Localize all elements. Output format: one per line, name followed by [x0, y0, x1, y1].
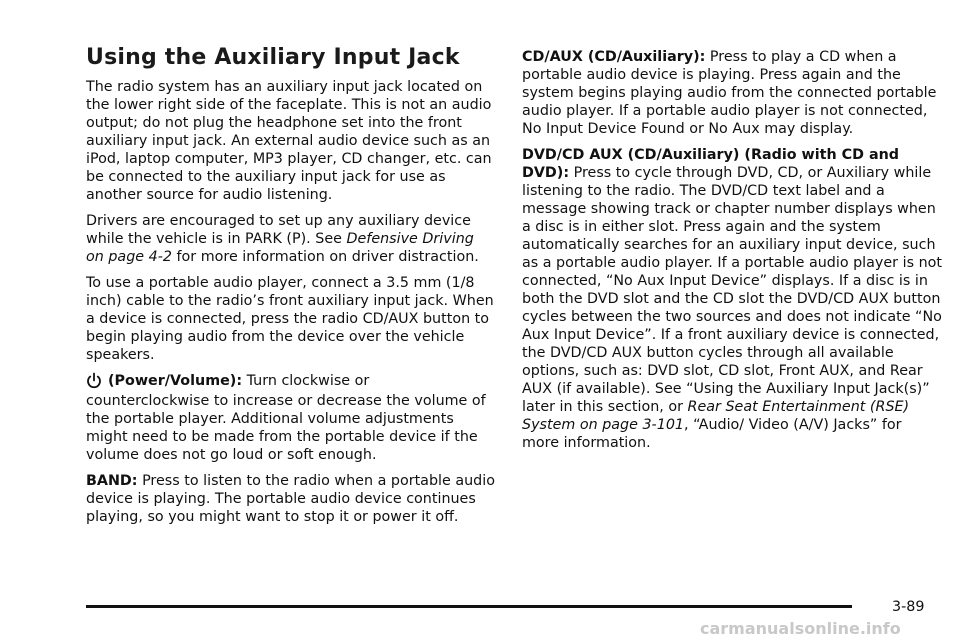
right-column	[522, 48, 942, 460]
cd-aux-label: CD/AUX (CD/Auxiliary):	[522, 49, 706, 65]
intro-paragraph: The radio system has an auxiliary input jack located on the lower right side of the faceplate. This is not an audio output; do not plug the headphone set into the front auxiliary input jack. An external audio device such as an iPod, laptop computer, MP3 player, CD changer, etc. can be connected to the auxiliary input jack for use as another source for audio listening.	[86, 79, 492, 203]
band-text: Press to listen to the radio when a portable audio device is playing. The portable audio device continues playing, so you might want to stop it or power it off.	[86, 473, 495, 525]
page-number: 3-89	[892, 599, 925, 615]
cd-aux-paragraph	[522, 48, 942, 138]
watermark: carmanualsonline.info	[700, 619, 901, 638]
distraction-text-end: for more information on driver distraction.	[176, 249, 479, 265]
power-volume-text-start: Turn clockwise or	[246, 373, 370, 389]
left-column	[86, 44, 496, 534]
dvd-cd-aux-paragraph	[522, 146, 942, 452]
power-icon	[86, 372, 102, 390]
cd-aux-text: Press to play a CD when a portable audio device is playing. Press again and the system begins playing audio from the connected portable audio player. If a portable audio player is not connected, No Input Device Found or No Aux may display.	[522, 49, 937, 137]
power-volume-heading	[86, 372, 496, 390]
power-volume-label: (Power/Volume):	[108, 373, 243, 389]
dvd-cd-aux-text: Press to cycle through DVD, CD, or Auxiliary while listening to the radio. The DVD/CD text label and a message showing track or chapter number displays when a disc is in either slot. Press again and the system automatically searches for an auxiliary input device, such as a portable audio player. If a portable audio player is not connected, “No Aux Input Device” displays. If a disc is in both the DVD slot and the CD slot the DVD/CD AUX button cycles between the two sources and does not indicate “No Aux Input Device”. If a front auxiliary device is connected, the DVD/CD AUX button cycles through all available options, such as: DVD slot, CD slot, Front AUX, and Rear AUX (if available). See “Using the Auxiliary Input Jack(s)” later in this section, or	[522, 165, 942, 415]
portable-player-paragraph: To use a portable audio player, connect a 3.5 mm (1/8 inch) cable to the radio’s front auxiliary input jack. When a device is connected, press the radio CD/AUX button to begin playing audio from the device over the vehicle speakers.	[86, 275, 494, 363]
dvd-cd-aux-text-end: , “Audio/ Video (A/V) Jacks” for more information.	[522, 417, 902, 451]
section-title: Using the Auxiliary Input Jack	[86, 45, 460, 70]
power-volume-description: counterclockwise to increase or decrease the volume of the portable player. Additional volume adjustments might need to be made from the portable device if the volume does not go loud or soft enough.	[86, 393, 486, 463]
dvd-cd-aux-label: DVD/CD AUX (CD/Auxiliary) (Radio with CD and DVD):	[522, 147, 900, 181]
footer-rule	[86, 605, 852, 608]
band-paragraph	[86, 472, 496, 526]
band-label: BAND:	[86, 473, 138, 489]
rse-system-reference[interactable]: Rear Seat Entertainment (RSE) System on page 3-101	[522, 399, 910, 433]
distraction-text: Drivers are encouraged to set up any auxiliary device while the vehicle is in PARK (P). See	[86, 213, 471, 247]
driver-distraction-paragraph	[86, 212, 496, 266]
defensive-driving-reference[interactable]: Defensive Driving on page 4-2	[86, 231, 474, 265]
